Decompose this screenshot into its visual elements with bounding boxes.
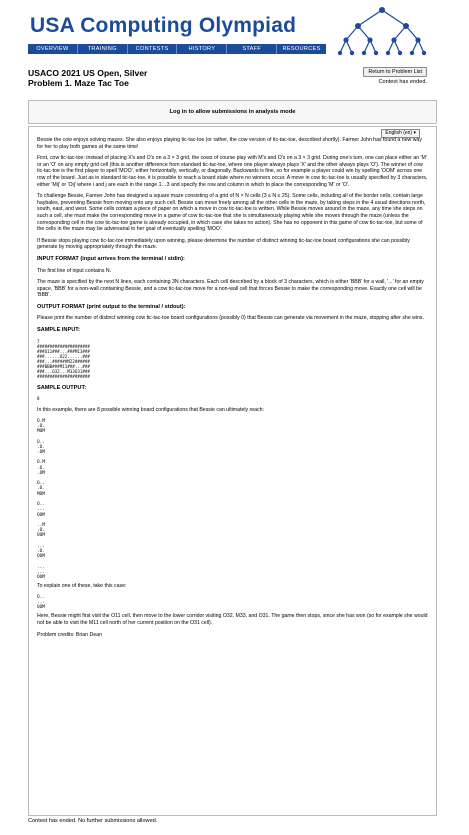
nav-staff[interactable]: STAFF xyxy=(227,44,277,54)
main-nav xyxy=(28,44,326,54)
statement-paragraph: To challenge Bessie, Farmer John has designed a square maze consisting of a grid of N × N cells (3 ≤ N ≤ 25). Some cells, including all of the border cells, contain large haybales, preventing Bessie from moving onto any such cell. Bessie can move freely among all the other cells in the maze, by taking steps in the 4 usual directions north, south, east, and west. Some cells contain a piece of paper on which a move in cow tic-tac-toe is written. While Bessie moves around in the maze, any time she steps on such a cell, she must make the corresponding move in a game of cow tic-tac-toe that she is simultaneously playing while she moves through the maze (unless the corresponding cell in the cow tic-tac-toe game is already occupied, in which case she takes no action). She has no opponent in this game of cow tic-tac-toe, but some of the cells in the maze may be adversarial to her goal of eventually spelling 'MOO'. xyxy=(37,193,426,233)
winning-boards: O.M .O. MOM O.. .O. .OM O.M .O. .OM O.. .O. MOM O.. ... OOM ..M .O. OOM ... .O. OOM ... ... OOM xyxy=(37,418,45,580)
nav-overview[interactable]: OVERVIEW xyxy=(28,44,78,54)
input-format-heading: INPUT FORMAT (input arrives from the terminal / stdin): xyxy=(37,255,185,262)
nav-contests[interactable]: CONTESTS xyxy=(128,44,178,54)
return-to-problem-list-button[interactable]: Return to Problem List xyxy=(363,67,427,77)
sample-output-heading: SAMPLE OUTPUT: xyxy=(37,384,87,391)
problem-title-name: Problem 1. Maze Tac Toe xyxy=(28,78,129,88)
statement-paragraph: Bessie the cow enjoys solving mazes. She also enjoys playing tic-tac-toe (or rather, the cow version of tic-tac-toe, described shortly). Farmer John has found a new way for her to play both games at the same time! xyxy=(37,137,422,150)
language-select-value: English (en) xyxy=(385,130,413,136)
problem-content xyxy=(37,137,429,643)
input-format-text: The first line of input contains N. xyxy=(37,267,112,274)
statement-paragraph: First, cow tic-tac-toe: instead of placing X's and O's on a 3 × 3 grid, the cows of course play with M's and O's on a 3 × 3 grid. During one's turn, one can place either an 'M' or an 'O' on any empty grid cell (this is another difference from standard tic-tac-toe, where one player always plays 'X' and the other always plays 'O'). The winner of cow tic-tac-toe is the first player to spell 'MOO', either horizontally, vertically, or diagonally. Backwards is fine, so for example a player could win by spelling 'OOM' across one row of the board. Just as in standard tic-tac-toe, it is possible to reach a board state where no winners occur. A move in cow tic-tac-toe is usually specified by 3 characters, either 'Mij' or 'Oij' where i and j are each in the range 1…3 and specify the row and column in which to place the corresponding 'M' or 'O'. xyxy=(37,155,428,188)
login-notice[interactable]: Log in to allow submissions in analysis mode xyxy=(28,100,437,124)
chevron-down-icon: ▾ xyxy=(413,130,416,136)
problem-credits: Problem credits: Brian Dean xyxy=(37,631,102,638)
problem-statement xyxy=(28,126,437,816)
nav-history[interactable]: HISTORY xyxy=(177,44,227,54)
site-title[interactable]: USA Computing Olympiad xyxy=(30,14,297,37)
example-intro: In this example, there are 8 possible winning board configurations that Bessie can ultimately reach: xyxy=(37,407,264,414)
sample-input-heading: SAMPLE INPUT: xyxy=(37,327,80,334)
explain-board: O.. ... OOM xyxy=(37,594,45,611)
output-format-heading: OUTPUT FORMAT (print output to the terminal / stdout): xyxy=(37,303,186,310)
nav-training[interactable]: TRAINING xyxy=(78,44,128,54)
output-format-text: Please print the number of distinct winning cow tic-tac-toe board configurations (possibly 0) that Bessie can generate via movement in the maze, stopping after she wins. xyxy=(37,315,424,322)
statement-paragraph: If Bessie stops playing cow tic-tac-toe immediately upon winning, please determine the number of distinct winning tic-tac-toe board configurations she can possibly generate by moving appropriately through the maze. xyxy=(37,237,410,251)
nav-resources[interactable]: RESOURCES xyxy=(282,46,321,52)
problem-title xyxy=(28,68,147,88)
footer-status: Contest has ended. No further submissions allowed. xyxy=(28,818,158,824)
contest-status: Contest has ended. xyxy=(378,79,427,85)
problem-title-contest: USACO 2021 US Open, Silver xyxy=(28,68,148,78)
tree-logo-icon xyxy=(332,6,432,58)
sample-input: 7 ##################### ###O11###...###M13### ###......O22......### ###...######M22###### ###BBB###M11###...### ###...O32...M33O31### ##################### xyxy=(37,338,90,379)
input-format-text: The maze is specified by the next N lines, each containing 3N characters. Each cell described by a block of 3 characters, which is either 'BBB' for a wall, '...' for an empty space, 'BBB' for a non-wall containing Bessie, and a cow tic-tac-toe move for a non-wall cell that forces Bessie to make the corresponding move. Exactly one cell will be 'BBB'. xyxy=(37,279,424,299)
sample-output: 8 xyxy=(37,396,40,402)
explain-intro: To explain one of these, take this case: xyxy=(37,583,127,590)
explain-text: Here, Bessie might first visit the O11 cell, then move to the lower corridor visiting O32, M33, and O31. The game then stops, since she has won (so for example she would not be able to visit the M11 cell north of her current position on the O31 cell). xyxy=(37,613,428,626)
